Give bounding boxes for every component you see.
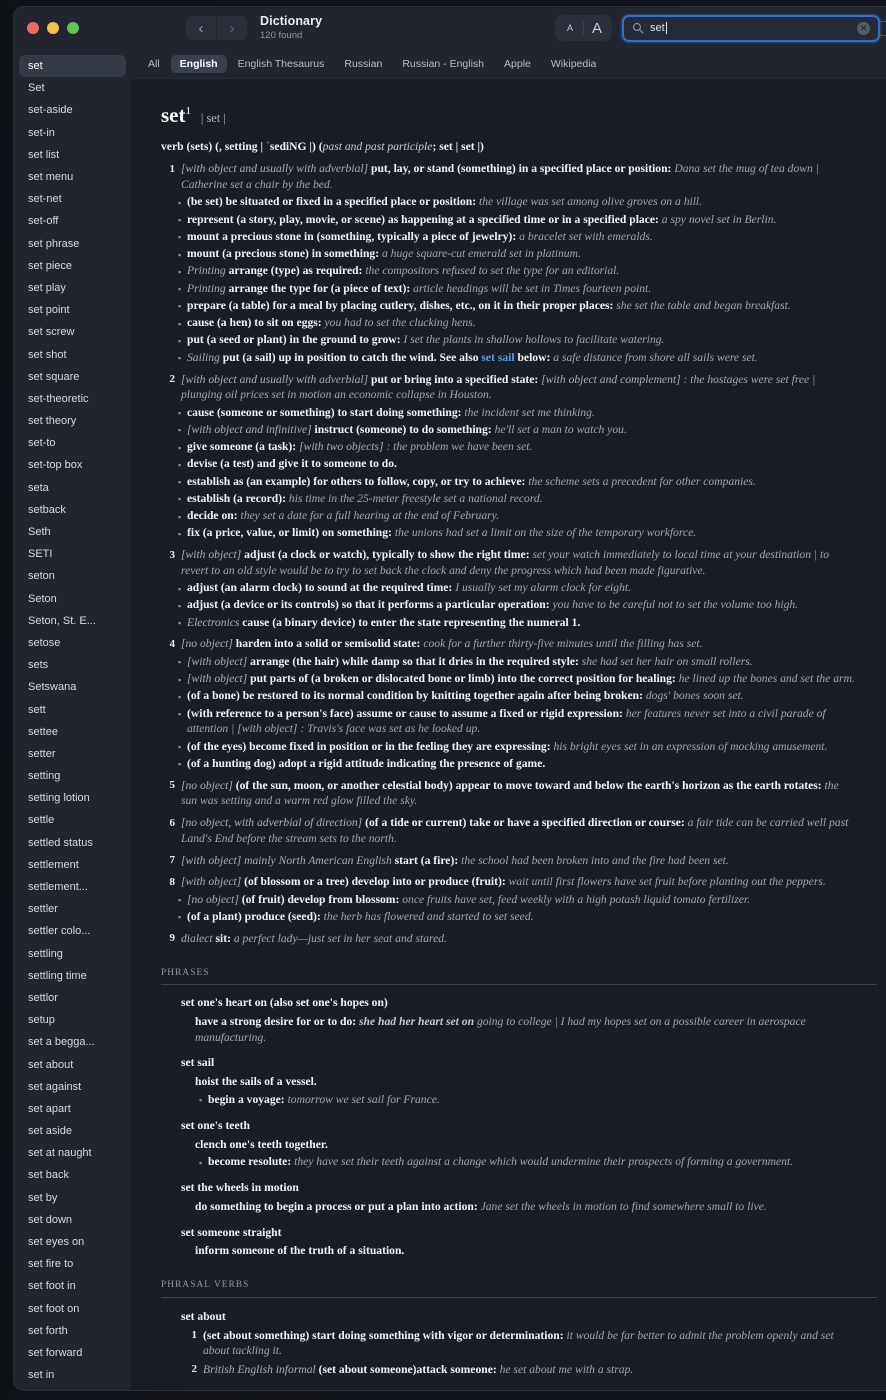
bullet-icon: ▪ bbox=[178, 215, 182, 226]
sidebar-item[interactable]: set-to bbox=[28, 437, 56, 450]
sense bbox=[161, 931, 856, 947]
bullet-icon: ▪ bbox=[178, 266, 182, 277]
sub-sense bbox=[161, 739, 856, 755]
close-button-icon[interactable] bbox=[27, 22, 39, 34]
sidebar-item[interactable]: set foot on bbox=[28, 1302, 80, 1315]
bullet-icon: ▪ bbox=[178, 912, 182, 923]
sub-sense-body: represent (a story, play, movie, or scene) as happening at a specified time or in a specified place: a spy novel set in Berlin. bbox=[187, 212, 777, 226]
sense-body: [with object] mainly North American English start (a fire): the school had been broken into and the fire had been set. bbox=[181, 853, 729, 867]
sub-sense-body: establish as (an example) for others to follow, copy, or try to achieve: the scheme sets a precedent for other companies. bbox=[187, 474, 756, 488]
sidebar-item[interactable]: set-aside bbox=[28, 104, 73, 117]
divider bbox=[161, 984, 877, 985]
sidebar-item[interactable]: seton bbox=[28, 570, 55, 583]
bullet-icon: ▪ bbox=[199, 1095, 203, 1106]
phrase-sub-body: begin a voyage: tomorrow we set sail for France. bbox=[208, 1092, 440, 1106]
bullet-icon: ▪ bbox=[178, 674, 182, 685]
tab-wikipedia[interactable]: Wikipedia bbox=[550, 58, 597, 70]
phrase-definition: clench one's teeth together. bbox=[195, 1137, 328, 1151]
sub-sense-body: Electronics cause (a binary device) to enter the state representing the numeral 1. bbox=[187, 615, 581, 629]
sidebar-item[interactable]: settlement bbox=[28, 858, 79, 871]
sidebar-item[interactable]: SETI bbox=[28, 548, 53, 561]
bullet-icon: ▪ bbox=[178, 284, 182, 295]
sidebar-item[interactable]: set piece bbox=[28, 259, 73, 272]
search-input-value[interactable]: set bbox=[650, 22, 665, 34]
tab-all[interactable]: All bbox=[148, 58, 160, 70]
bullet-icon: ▪ bbox=[178, 528, 182, 539]
phrasal-verb-sense bbox=[161, 1328, 856, 1360]
sense bbox=[161, 778, 856, 810]
sub-sense bbox=[161, 246, 856, 262]
sub-sense-body: fix (a price, value, or limit) on something: the unions had set a limit on the size of the temporary workforce. bbox=[187, 526, 697, 540]
bullet-icon: ▪ bbox=[178, 408, 182, 419]
sense-body: [no object] (of the sun, moon, or another celestial body) appear to move toward and below the earth's horizon as the earth rotates: the sun was setting and a warm red glow filled the sky. bbox=[181, 778, 839, 808]
bullet-icon: ▪ bbox=[178, 477, 182, 488]
tab-russian[interactable]: Russian bbox=[344, 58, 383, 70]
phrase-headword: set one's heart on (also set one's hopes on) bbox=[181, 996, 388, 1010]
phrasal-verb-sense bbox=[161, 1362, 856, 1378]
sidebar-item[interactable]: settler bbox=[28, 903, 58, 916]
sidebar-item[interactable]: seta bbox=[28, 481, 49, 494]
sense bbox=[161, 372, 856, 404]
tab-apple[interactable]: Apple bbox=[504, 58, 531, 70]
page-title: Dictionary bbox=[260, 13, 323, 28]
sidebar-item[interactable]: set at naught bbox=[28, 1147, 92, 1160]
sub-sense-body: (of the eyes) become fixed in position or in the feeling they are expressing: his bright eyes set in an expression of mocking amusement. bbox=[187, 739, 828, 753]
sub-sense bbox=[161, 580, 856, 596]
sub-sense bbox=[161, 332, 856, 348]
sub-sense bbox=[161, 263, 856, 279]
zoom-button-icon[interactable] bbox=[67, 22, 79, 34]
headword: set$^1$ bbox=[161, 103, 191, 127]
navigation-buttons bbox=[186, 16, 247, 40]
sub-sense-body: [with object] put parts of (a broken or dislocated bone or limb) into the correct position for healing: he lined up the bones and set the arm. bbox=[187, 672, 855, 686]
sub-sense-body: Sailing put (a sail) up in position to catch the wind. See also set sail below: a safe distance from shore all sails were set. bbox=[187, 350, 758, 364]
phrase-definition: hoist the sails of a vessel. bbox=[195, 1075, 317, 1089]
sidebar-item[interactable]: Setswana bbox=[28, 681, 77, 694]
bullet-icon: ▪ bbox=[178, 895, 182, 906]
senses-list bbox=[161, 161, 856, 946]
sub-sense bbox=[161, 615, 856, 631]
sub-sense bbox=[161, 456, 856, 472]
phrasal-verb-sense-body: British English informal (set about someone)attack someone: he set about me with a strap. bbox=[203, 1363, 634, 1377]
bullet-icon: ▪ bbox=[178, 249, 182, 260]
sub-sense-body: (with reference to a person's face) assume or cause to assume a fixed or rigid expression: her features never set into a civil parade of attention | [with object] : Travis's face was set as he looked up. bbox=[187, 706, 826, 736]
sense-body: [with object] adjust (a clock or watch), typically to show the right time: set your watch immediately to local time at your destination | to revert to an old style would be to try to set back the clock and deny the progress which had been made figurative. bbox=[181, 548, 830, 577]
search-icon bbox=[632, 22, 644, 34]
sidebar-item[interactable]: set apart bbox=[28, 1102, 71, 1115]
sense-body: dialect sit: a perfect lady—just set in her seat and stared. bbox=[181, 931, 447, 945]
sidebar-item[interactable]: Seton, St. E... bbox=[28, 614, 96, 627]
sidebar-item[interactable]: settling time bbox=[28, 969, 87, 982]
document-title-block bbox=[260, 15, 322, 41]
phrase-headword: set someone straight bbox=[181, 1225, 282, 1239]
bullet-icon: ▪ bbox=[178, 600, 182, 611]
homograph-number: 1 bbox=[185, 105, 191, 117]
sub-sense-body: devise (a test) and give it to someone to do. bbox=[187, 457, 397, 471]
tab-english[interactable]: English bbox=[171, 55, 227, 73]
sub-sense-body: Printing arrange the type for (a piece of text): article headings will be set in Times fourteen point. bbox=[187, 281, 652, 295]
sense-body: [no object] harden into a solid or semisolid state: cook for a further thirty-five minutes until the filling has set. bbox=[181, 637, 703, 651]
sidebar-item[interactable]: settling bbox=[28, 947, 63, 960]
bullet-icon: ▪ bbox=[178, 197, 182, 208]
sidebar-item[interactable]: setting bbox=[28, 770, 61, 783]
sense bbox=[161, 874, 856, 890]
sidebar-item[interactable]: Seton bbox=[28, 592, 57, 605]
sub-sense-body: prepare (a table) for a meal by placing cutlery, dishes, etc., on it in their proper places: she set the table and began breakfast. bbox=[187, 298, 791, 312]
sidebar-item[interactable]: settler colo... bbox=[28, 925, 91, 938]
window-controls bbox=[14, 22, 79, 34]
bullet-icon: ▪ bbox=[178, 511, 182, 522]
sidebar-item[interactable]: set foot in bbox=[28, 1280, 76, 1293]
sidebar-item[interactable]: setter bbox=[28, 747, 56, 760]
sidebar-item[interactable]: setting lotion bbox=[28, 792, 90, 805]
sidebar-item[interactable]: set menu bbox=[28, 171, 74, 184]
sidebar-item[interactable]: set a begga... bbox=[28, 1036, 95, 1049]
sidebar-item[interactable]: set square bbox=[28, 370, 80, 383]
sidebar-item[interactable]: set forward bbox=[28, 1346, 83, 1359]
sidebar-item[interactable]: set down bbox=[28, 1213, 73, 1226]
phrase-headword: set one's teeth bbox=[181, 1118, 250, 1132]
phrases-list bbox=[161, 995, 856, 1259]
phrasal-verbs-heading: PHRASAL VERBS bbox=[161, 1279, 856, 1298]
sidebar-item[interactable]: set-net bbox=[28, 193, 62, 206]
sidebar-item[interactable]: settee bbox=[28, 725, 58, 738]
phrase-sub-body: become resolute: they have set their teeth against a change which would undermine their prospects of forming a government. bbox=[208, 1155, 794, 1169]
sub-sense-body: give someone (a task): [with two objects] : the problem we have been set. bbox=[187, 440, 533, 454]
sidebar-item[interactable]: set-top box bbox=[28, 459, 83, 472]
sub-sense bbox=[161, 422, 856, 438]
sense bbox=[161, 161, 856, 193]
tab-english-thesaurus[interactable]: English Thesaurus bbox=[237, 58, 325, 70]
bullet-icon: ▪ bbox=[178, 618, 182, 629]
sidebar-item[interactable]: sets bbox=[28, 659, 49, 672]
phrase-definition: have a strong desire for or to do: she had her heart set on going to college | I had my hopes set on a possible career in aerospace manufacturing. bbox=[195, 1014, 806, 1044]
phrase-headword: set the wheels in motion bbox=[181, 1181, 299, 1195]
sub-sense bbox=[161, 350, 856, 366]
sense-body: [no object, with adverbial of direction] (of a tide or current) take or have a specified direction or course: a fair tide can be carried well past Land's End before the stream sets to the north. bbox=[181, 816, 849, 845]
sub-sense bbox=[161, 909, 856, 925]
sub-sense bbox=[161, 688, 856, 704]
forward-button[interactable]: › bbox=[217, 16, 247, 40]
window-body bbox=[14, 50, 886, 1390]
sub-sense bbox=[161, 474, 856, 490]
grammar-line: verb (sets) (, setting | ˈsediNG |) (past and past participle; set | set |) bbox=[161, 139, 484, 153]
content-pane bbox=[131, 50, 886, 1390]
sub-sense-body: cause (someone or something) to start doing something: the incident set me thinking. bbox=[187, 405, 595, 419]
sense-number: 9 bbox=[169, 932, 175, 945]
clear-search-icon[interactable]: ✕ bbox=[857, 22, 870, 35]
decrease-font-size-button[interactable]: A bbox=[566, 23, 573, 33]
sense-body: [with object and usually with adverbial] put, lay, or stand (something) in a specified place or position: Dana set the mug of tea down | Catherine set a chair by the bed. bbox=[181, 162, 819, 192]
bullet-icon: ▪ bbox=[178, 353, 182, 364]
sub-sense-body: mount (a precious stone) in something: a huge square-cut emerald set in platinum. bbox=[187, 247, 581, 261]
text-caret bbox=[666, 22, 667, 34]
sidebar-item[interactable]: set by bbox=[28, 1191, 58, 1204]
toolbar-right bbox=[555, 15, 886, 42]
sense-number: 5 bbox=[169, 779, 175, 792]
sub-sense-body: mount a precious stone in (something, typically a piece of jewelry): a bracelet set with emeralds. bbox=[187, 229, 653, 243]
sub-sense-body: adjust (an alarm clock) to sound at the required time: I usually set my alarm clock for eight. bbox=[187, 581, 631, 595]
sidebar-item[interactable]: set phrase bbox=[28, 237, 80, 250]
sub-sense-body: [no object] (of fruit) develop from blossom: once fruits have set, feed weekly with a high potash liquid tomato fertilizer. bbox=[187, 892, 751, 906]
sub-sense bbox=[161, 405, 856, 421]
sidebar-item[interactable]: set aside bbox=[28, 1125, 73, 1138]
sub-sense-body: decide on: they set a date for a full hearing at the end of February. bbox=[187, 509, 500, 523]
dictionary-window bbox=[13, 6, 886, 1391]
phrase-sub-sense bbox=[161, 1092, 856, 1108]
bullet-icon: ▪ bbox=[178, 657, 182, 668]
dictionary-source-tabs[interactable] bbox=[131, 50, 886, 79]
sub-sense bbox=[161, 298, 856, 314]
bullet-icon: ▪ bbox=[178, 301, 182, 312]
sense-number: 7 bbox=[169, 854, 175, 867]
phrasal-verbs-list bbox=[161, 1309, 856, 1378]
bullet-icon: ▪ bbox=[178, 318, 182, 329]
sidebar-item[interactable]: settle bbox=[28, 814, 55, 827]
sidebar-item[interactable]: settlor bbox=[28, 991, 58, 1004]
sub-sense bbox=[161, 439, 856, 455]
sense bbox=[161, 547, 856, 579]
dictionary-entry bbox=[131, 79, 886, 1390]
sidebar-item[interactable]: set fire to bbox=[28, 1258, 74, 1271]
sidebar-toggle-icon[interactable] bbox=[879, 21, 886, 36]
sub-sense bbox=[161, 671, 856, 687]
bullet-icon: ▪ bbox=[178, 583, 182, 594]
bullet-icon: ▪ bbox=[178, 425, 182, 436]
sub-sense-body: establish (a record): his time in the 25-meter freestyle set a national record. bbox=[187, 491, 543, 505]
sidebar-item[interactable]: set point bbox=[28, 304, 70, 317]
sub-sense-body: put (a seed or plant) in the ground to grow: I set the plants in shallow hollows to facilitate watering. bbox=[187, 333, 665, 347]
sense-number: 1 bbox=[169, 162, 175, 175]
phrase-headword: set sail bbox=[181, 1056, 215, 1070]
back-button[interactable]: ‹ bbox=[186, 16, 216, 40]
sidebar-item[interactable]: set-theoretic bbox=[28, 392, 89, 405]
sub-sense bbox=[161, 229, 856, 245]
sub-sense bbox=[161, 508, 856, 524]
tab-russian-english[interactable]: Russian - English bbox=[402, 58, 485, 70]
sub-sense bbox=[161, 597, 856, 613]
search-field[interactable] bbox=[622, 15, 880, 42]
sub-sense bbox=[161, 525, 856, 541]
bullet-icon: ▪ bbox=[178, 459, 182, 470]
sub-sense bbox=[161, 654, 856, 670]
sub-sense bbox=[161, 892, 856, 908]
bullet-icon: ▪ bbox=[199, 1157, 203, 1168]
sub-sense bbox=[161, 756, 856, 772]
sub-sense bbox=[161, 706, 856, 738]
sub-sense-body: Printing arrange (type) as required: the compositors refused to set the type for an editorial. bbox=[187, 264, 620, 278]
sidebar-item[interactable]: set list bbox=[28, 148, 60, 161]
sidebar-item[interactable]: set about bbox=[28, 1058, 74, 1071]
sidebar-item[interactable]: set-off bbox=[28, 215, 59, 228]
sidebar-item[interactable]: set screw bbox=[28, 326, 75, 339]
sub-sense bbox=[161, 281, 856, 297]
sidebar-item[interactable]: Seth bbox=[28, 526, 51, 539]
sub-sense-body: (of a bone) be restored to its normal condition by knitting together again after being broken: dogs' bones soon set. bbox=[187, 689, 744, 703]
sense-number: 3 bbox=[169, 548, 175, 561]
sidebar-item[interactable]: set forth bbox=[28, 1324, 68, 1337]
sense-number: 8 bbox=[169, 875, 175, 888]
sense bbox=[161, 853, 856, 869]
phrasal-verb-sense-body: (set about something) start doing something with vigor or determination: it would be far better to admit the problem openly and set about tackling it. bbox=[203, 1328, 834, 1358]
bullet-icon: ▪ bbox=[178, 494, 182, 505]
window-titlebar bbox=[14, 7, 886, 50]
divider bbox=[161, 1297, 877, 1298]
increase-font-size-button[interactable]: A bbox=[591, 19, 602, 37]
sub-sense bbox=[161, 315, 856, 331]
sidebar-item[interactable]: settlement... bbox=[28, 881, 88, 894]
sidebar-item[interactable]: sett bbox=[28, 703, 46, 716]
sense-number: 1 bbox=[191, 1328, 197, 1341]
sub-sense-body: (of a hunting dog) adopt a rigid attitude indicating the presence of game. bbox=[187, 756, 546, 770]
bullet-icon: ▪ bbox=[178, 759, 182, 770]
sense-body: [with object and usually with adverbial] put or bring into a specified state: [with object and complement] : the hostages were set free | plunging oil prices set in motion an economic collapse in Houston. bbox=[181, 372, 816, 402]
sidebar-item[interactable]: set theory bbox=[28, 415, 77, 428]
sidebar-item[interactable]: set bbox=[19, 55, 126, 77]
sub-sense-body: [with object] arrange (the hair) while damp so that it dries in the required style: she had set her hair on small rollers. bbox=[187, 654, 753, 668]
sub-sense-body: adjust (a device or its controls) so that it performs a particular operation: you have to be careful not to set the volume too high. bbox=[187, 598, 799, 612]
sidebar-item[interactable]: Set bbox=[28, 82, 45, 95]
bullet-icon: ▪ bbox=[178, 232, 182, 243]
phrasal-verb-headword: set about bbox=[181, 1309, 226, 1323]
sidebar-item[interactable]: set play bbox=[28, 281, 66, 294]
sidebar-item[interactable]: setback bbox=[28, 503, 66, 516]
sidebar-item[interactable]: set shot bbox=[28, 348, 67, 361]
sub-sense-body: (of a plant) produce (seed): the herb has flowered and started to set seed. bbox=[187, 909, 534, 923]
sense-number: 2 bbox=[191, 1363, 197, 1376]
sidebar-item[interactable]: setose bbox=[28, 636, 61, 649]
sense-number: 6 bbox=[169, 816, 175, 829]
word-list-sidebar[interactable] bbox=[14, 50, 131, 1390]
phrase-definition: inform someone of the truth of a situation. bbox=[195, 1244, 405, 1258]
sub-sense bbox=[161, 212, 856, 228]
phrase-sub-sense bbox=[161, 1154, 856, 1170]
minimize-button-icon[interactable] bbox=[47, 22, 59, 34]
sub-sense bbox=[161, 491, 856, 507]
bullet-icon: ▪ bbox=[178, 335, 182, 346]
bullet-icon: ▪ bbox=[178, 742, 182, 753]
phrases-heading: PHRASES bbox=[161, 967, 856, 986]
sense-number: 4 bbox=[169, 637, 175, 650]
bullet-icon: ▪ bbox=[178, 691, 182, 702]
sub-sense bbox=[161, 194, 856, 210]
sidebar-item[interactable]: set against bbox=[28, 1080, 82, 1093]
sub-sense-body: [with object and infinitive] instruct (someone) to do something: he'll set a man to watch you. bbox=[187, 422, 627, 436]
sidebar-item[interactable]: set in bbox=[28, 1369, 55, 1382]
font-size-group bbox=[555, 15, 612, 41]
sub-sense-body: cause (a hen) to sit on eggs: you had to set the clucking hens. bbox=[187, 316, 476, 330]
sidebar-item[interactable]: setup bbox=[28, 1014, 55, 1027]
sense bbox=[161, 636, 856, 652]
sub-sense-body: (be set) be situated or fixed in a specified place or position: the village was set among olive groves on a hill. bbox=[187, 195, 703, 209]
sense-number: 2 bbox=[169, 373, 175, 385]
phrase-definition: do something to begin a process or put a plan into action: Jane set the wheels in motion to find somewhere small to live. bbox=[195, 1199, 767, 1213]
sense bbox=[161, 815, 856, 847]
sidebar-item[interactable]: set-in bbox=[28, 126, 55, 139]
bullet-icon: ▪ bbox=[178, 709, 182, 720]
sense-body: [with object] (of blossom or a tree) develop into or produce (fruit): wait until first flowers have set fruit before planting out the peppers. bbox=[181, 875, 826, 889]
sidebar-item[interactable]: set back bbox=[28, 1169, 69, 1182]
sidebar-item[interactable]: settled status bbox=[28, 836, 93, 849]
pronunciation: | set | bbox=[200, 111, 226, 125]
bullet-icon: ▪ bbox=[178, 442, 182, 453]
results-count: 120 found bbox=[260, 29, 303, 41]
sidebar-item[interactable]: set eyes on bbox=[28, 1236, 85, 1249]
headword-line bbox=[161, 101, 856, 130]
